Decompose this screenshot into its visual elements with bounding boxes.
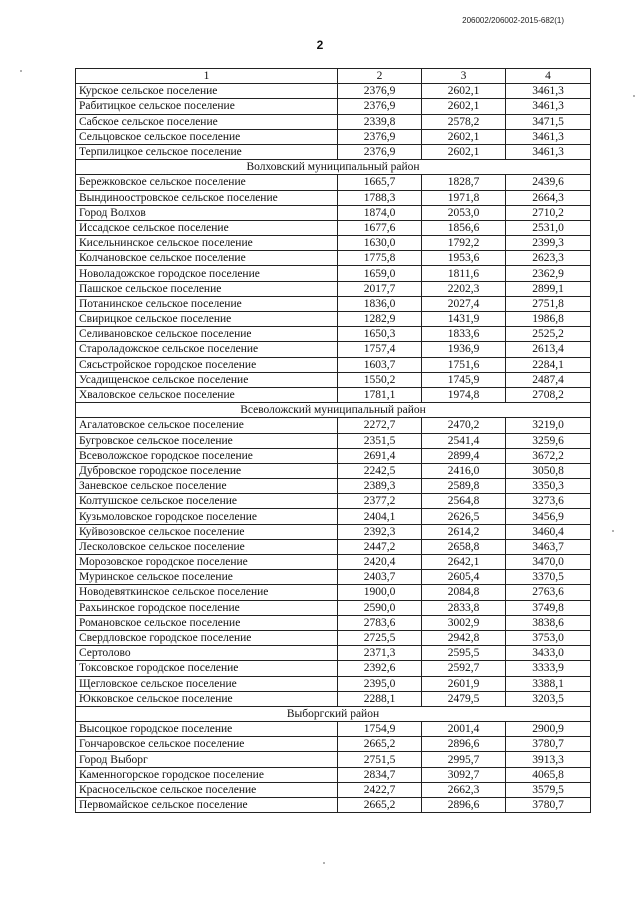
value-col2-cell: 2590,0 xyxy=(338,600,422,615)
value-col3-cell: 2470,2 xyxy=(422,418,506,433)
table-row xyxy=(76,433,591,448)
settlement-name-cell: Город Выборг xyxy=(76,752,338,767)
value-col2-cell: 2691,4 xyxy=(338,448,422,463)
value-col4-cell: 2531,0 xyxy=(506,220,591,235)
value-col2-cell: 2665,2 xyxy=(338,798,422,813)
value-col3-cell: 2602,1 xyxy=(422,99,506,114)
settlement-name-cell: Иссадское сельское поселение xyxy=(76,220,338,235)
settlement-name-cell: Свирицкое сельское поселение xyxy=(76,312,338,327)
table-row xyxy=(76,114,591,129)
value-col3-cell: 2001,4 xyxy=(422,722,506,737)
table-row xyxy=(76,752,591,767)
value-col4-cell: 3780,7 xyxy=(506,798,591,813)
document-reference: 206002/206002-2015-682(1) xyxy=(462,16,564,25)
data-table xyxy=(75,68,591,813)
settlement-name-cell: Юкковское сельское поселение xyxy=(76,691,338,706)
table-row xyxy=(76,448,591,463)
table-row xyxy=(76,479,591,494)
table-body xyxy=(76,69,591,813)
scan-speck xyxy=(612,530,614,532)
value-col2-cell: 2392,6 xyxy=(338,661,422,676)
value-col4-cell: 3370,5 xyxy=(506,570,591,585)
value-col4-cell: 3333,9 xyxy=(506,661,591,676)
table-row xyxy=(76,737,591,752)
value-col3-cell: 2202,3 xyxy=(422,281,506,296)
value-col3-cell: 2053,0 xyxy=(422,205,506,220)
value-col4-cell: 3753,0 xyxy=(506,630,591,645)
settlement-name-cell: Токсовское городское поселение xyxy=(76,661,338,676)
value-col4-cell: 3219,0 xyxy=(506,418,591,433)
settlement-name-cell: Первомайское сельское поселение xyxy=(76,798,338,813)
table-row xyxy=(76,418,591,433)
settlement-name-cell: Потанинское сельское поселение xyxy=(76,296,338,311)
table-row xyxy=(76,84,591,99)
value-col2-cell: 2242,5 xyxy=(338,463,422,478)
value-col3-cell: 1431,9 xyxy=(422,312,506,327)
settlement-name-cell: Город Волхов xyxy=(76,205,338,220)
value-col2-cell: 1650,3 xyxy=(338,327,422,342)
value-col2-cell: 1659,0 xyxy=(338,266,422,281)
value-col3-cell: 1811,6 xyxy=(422,266,506,281)
table-row xyxy=(76,312,591,327)
value-col3-cell: 2578,2 xyxy=(422,114,506,129)
value-col3-cell: 2658,8 xyxy=(422,539,506,554)
settlement-name-cell: Курское сельское поселение xyxy=(76,84,338,99)
table-row xyxy=(76,767,591,782)
table-row xyxy=(76,220,591,235)
value-col3-cell: 2602,1 xyxy=(422,129,506,144)
table-row xyxy=(76,99,591,114)
table-row xyxy=(76,782,591,797)
value-col4-cell: 3461,3 xyxy=(506,144,591,159)
settlement-name-cell: Терпилицкое сельское поселение xyxy=(76,144,338,159)
page-number: 2 xyxy=(316,38,324,52)
value-col4-cell: 3913,3 xyxy=(506,752,591,767)
value-col3-cell: 1751,6 xyxy=(422,357,506,372)
value-col3-cell: 1745,9 xyxy=(422,372,506,387)
value-col3-cell: 1792,2 xyxy=(422,236,506,251)
section-header-row xyxy=(76,160,591,175)
value-col4-cell: 3780,7 xyxy=(506,737,591,752)
settlement-name-cell: Вындиноостровское сельское поселение xyxy=(76,190,338,205)
value-col2-cell: 1754,9 xyxy=(338,722,422,737)
table-row xyxy=(76,463,591,478)
value-col2-cell: 2447,2 xyxy=(338,539,422,554)
settlement-name-cell: Муринское сельское поселение xyxy=(76,570,338,585)
value-col2-cell: 2017,7 xyxy=(338,281,422,296)
value-col2-cell: 2376,9 xyxy=(338,144,422,159)
value-col3-cell: 2896,6 xyxy=(422,737,506,752)
table-row xyxy=(76,524,591,539)
table-row xyxy=(76,205,591,220)
table-row xyxy=(76,798,591,813)
scan-speck xyxy=(633,95,635,97)
value-col2-cell: 2404,1 xyxy=(338,509,422,524)
section-header-row xyxy=(76,706,591,721)
table-row xyxy=(76,144,591,159)
value-col3-cell: 2833,8 xyxy=(422,600,506,615)
table-row xyxy=(76,372,591,387)
value-col3-cell: 1971,8 xyxy=(422,190,506,205)
settlement-name-cell: Новодевяткинское сельское поселение xyxy=(76,585,338,600)
value-col4-cell: 4065,8 xyxy=(506,767,591,782)
value-col4-cell: 2362,9 xyxy=(506,266,591,281)
table-row xyxy=(76,691,591,706)
settlement-name-cell: Всеволожское городское поселение xyxy=(76,448,338,463)
header-cell: 1 xyxy=(76,69,338,84)
value-col3-cell: 2605,4 xyxy=(422,570,506,585)
value-col2-cell: 1677,6 xyxy=(338,220,422,235)
value-col2-cell: 2376,9 xyxy=(338,84,422,99)
table-row xyxy=(76,281,591,296)
value-col4-cell: 3838,6 xyxy=(506,615,591,630)
value-col2-cell: 1665,7 xyxy=(338,175,422,190)
value-col2-cell: 2751,5 xyxy=(338,752,422,767)
settlement-name-cell: Бугровское сельское поселение xyxy=(76,433,338,448)
settlement-name-cell: Бережковское сельское поселение xyxy=(76,175,338,190)
table-row xyxy=(76,555,591,570)
value-col2-cell: 2371,3 xyxy=(338,646,422,661)
value-col4-cell: 3749,8 xyxy=(506,600,591,615)
settlement-name-cell: Морозовское городское поселение xyxy=(76,555,338,570)
value-col3-cell: 2626,5 xyxy=(422,509,506,524)
value-col3-cell: 2995,7 xyxy=(422,752,506,767)
section-title: Волховский муниципальный район xyxy=(76,160,591,175)
value-col2-cell: 1781,1 xyxy=(338,387,422,402)
settlement-name-cell: Дубровское городское поселение xyxy=(76,463,338,478)
value-col2-cell: 1757,4 xyxy=(338,342,422,357)
value-col4-cell: 3579,5 xyxy=(506,782,591,797)
settlement-name-cell: Щегловское сельское поселение xyxy=(76,676,338,691)
settlement-name-cell: Усадищенское сельское поселение xyxy=(76,372,338,387)
section-header-row xyxy=(76,403,591,418)
settlement-name-cell: Гончаровское сельское поселение xyxy=(76,737,338,752)
value-col2-cell: 1900,0 xyxy=(338,585,422,600)
value-col4-cell: 3259,6 xyxy=(506,433,591,448)
value-col2-cell: 1282,9 xyxy=(338,312,422,327)
settlement-name-cell: Сертолово xyxy=(76,646,338,661)
settlement-name-cell: Колтушское сельское поселение xyxy=(76,494,338,509)
settlement-name-cell: Каменногорское городское поселение xyxy=(76,767,338,782)
value-col3-cell: 2942,8 xyxy=(422,630,506,645)
settlement-name-cell: Кисельнинское сельское поселение xyxy=(76,236,338,251)
value-col3-cell: 2541,4 xyxy=(422,433,506,448)
table-row xyxy=(76,676,591,691)
value-col3-cell: 2595,5 xyxy=(422,646,506,661)
value-col4-cell: 2710,2 xyxy=(506,205,591,220)
value-col3-cell: 1828,7 xyxy=(422,175,506,190)
value-col2-cell: 2376,9 xyxy=(338,129,422,144)
settlement-name-cell: Хваловское сельское поселение xyxy=(76,387,338,402)
value-col3-cell: 2589,8 xyxy=(422,479,506,494)
value-col3-cell: 2084,8 xyxy=(422,585,506,600)
value-col2-cell: 2783,6 xyxy=(338,615,422,630)
table-row xyxy=(76,175,591,190)
value-col4-cell: 3672,2 xyxy=(506,448,591,463)
value-col2-cell: 2395,0 xyxy=(338,676,422,691)
table-header-row xyxy=(76,69,591,84)
value-col2-cell: 2288,1 xyxy=(338,691,422,706)
value-col4-cell: 3461,3 xyxy=(506,99,591,114)
value-col3-cell: 2662,3 xyxy=(422,782,506,797)
settlement-name-cell: Сясьстройское городское поселение xyxy=(76,357,338,372)
table-row xyxy=(76,387,591,402)
table-row xyxy=(76,236,591,251)
table-row xyxy=(76,661,591,676)
table-row xyxy=(76,494,591,509)
section-title: Всеволожский муниципальный район xyxy=(76,403,591,418)
header-cell: 2 xyxy=(338,69,422,84)
value-col4-cell: 3273,6 xyxy=(506,494,591,509)
value-col4-cell: 2439,6 xyxy=(506,175,591,190)
scan-speck xyxy=(323,862,325,864)
value-col3-cell: 3002,9 xyxy=(422,615,506,630)
table-row xyxy=(76,342,591,357)
value-col4-cell: 3463,7 xyxy=(506,539,591,554)
value-col3-cell: 2479,5 xyxy=(422,691,506,706)
value-col2-cell: 1630,0 xyxy=(338,236,422,251)
table-row xyxy=(76,296,591,311)
value-col4-cell: 3350,3 xyxy=(506,479,591,494)
value-col3-cell: 1953,6 xyxy=(422,251,506,266)
value-col4-cell: 3470,0 xyxy=(506,555,591,570)
value-col4-cell: 3203,5 xyxy=(506,691,591,706)
value-col4-cell: 3461,3 xyxy=(506,84,591,99)
value-col2-cell: 2725,5 xyxy=(338,630,422,645)
scan-speck xyxy=(20,70,22,72)
value-col2-cell: 2834,7 xyxy=(338,767,422,782)
settlement-name-cell: Красносельское сельское поселение xyxy=(76,782,338,797)
value-col3-cell: 2602,1 xyxy=(422,144,506,159)
value-col3-cell: 1856,6 xyxy=(422,220,506,235)
value-col2-cell: 1603,7 xyxy=(338,357,422,372)
settlement-name-cell: Новоладожское городское поселение xyxy=(76,266,338,281)
value-col2-cell: 1775,8 xyxy=(338,251,422,266)
value-col4-cell: 3460,4 xyxy=(506,524,591,539)
settlement-name-cell: Романовское сельское поселение xyxy=(76,615,338,630)
table-row xyxy=(76,646,591,661)
value-col2-cell: 1874,0 xyxy=(338,205,422,220)
table-row xyxy=(76,539,591,554)
value-col4-cell: 2899,1 xyxy=(506,281,591,296)
value-col3-cell: 1974,8 xyxy=(422,387,506,402)
value-col4-cell: 3050,8 xyxy=(506,463,591,478)
value-col4-cell: 2487,4 xyxy=(506,372,591,387)
value-col2-cell: 2377,2 xyxy=(338,494,422,509)
value-col3-cell: 1936,9 xyxy=(422,342,506,357)
value-col4-cell: 2900,9 xyxy=(506,722,591,737)
value-col4-cell: 2623,3 xyxy=(506,251,591,266)
value-col3-cell: 2602,1 xyxy=(422,84,506,99)
value-col2-cell: 2272,7 xyxy=(338,418,422,433)
value-col2-cell: 2403,7 xyxy=(338,570,422,585)
value-col3-cell: 2564,8 xyxy=(422,494,506,509)
settlement-name-cell: Рабитицкое сельское поселение xyxy=(76,99,338,114)
value-col4-cell: 2525,2 xyxy=(506,327,591,342)
value-col2-cell: 2392,3 xyxy=(338,524,422,539)
value-col4-cell: 2751,8 xyxy=(506,296,591,311)
table-row xyxy=(76,509,591,524)
table-row xyxy=(76,630,591,645)
value-col3-cell: 2601,9 xyxy=(422,676,506,691)
table-row xyxy=(76,600,591,615)
section-title: Выборгский район xyxy=(76,706,591,721)
settlement-name-cell: Агалатовское сельское поселение xyxy=(76,418,338,433)
value-col3-cell: 2027,4 xyxy=(422,296,506,311)
header-cell: 4 xyxy=(506,69,591,84)
value-col2-cell: 2351,5 xyxy=(338,433,422,448)
value-col4-cell: 2613,4 xyxy=(506,342,591,357)
table-row xyxy=(76,327,591,342)
value-col2-cell: 2389,3 xyxy=(338,479,422,494)
value-col4-cell: 2763,6 xyxy=(506,585,591,600)
value-col4-cell: 1986,8 xyxy=(506,312,591,327)
value-col4-cell: 3433,0 xyxy=(506,646,591,661)
header-cell: 3 xyxy=(422,69,506,84)
table-row xyxy=(76,357,591,372)
table-row xyxy=(76,190,591,205)
table-row xyxy=(76,266,591,281)
settlement-name-cell: Пашское сельское поселение xyxy=(76,281,338,296)
table-row xyxy=(76,615,591,630)
value-col4-cell: 2284,1 xyxy=(506,357,591,372)
settlement-name-cell: Селивановское сельское поселение xyxy=(76,327,338,342)
value-col3-cell: 3092,7 xyxy=(422,767,506,782)
value-col2-cell: 2339,8 xyxy=(338,114,422,129)
value-col4-cell: 3388,1 xyxy=(506,676,591,691)
settlement-name-cell: Куйвозовское сельское поселение xyxy=(76,524,338,539)
value-col2-cell: 2665,2 xyxy=(338,737,422,752)
value-col2-cell: 2422,7 xyxy=(338,782,422,797)
table-row xyxy=(76,585,591,600)
value-col4-cell: 2708,2 xyxy=(506,387,591,402)
settlement-name-cell: Заневское сельское поселение xyxy=(76,479,338,494)
value-col3-cell: 2899,4 xyxy=(422,448,506,463)
settlement-name-cell: Рахьинское городское поселение xyxy=(76,600,338,615)
table-row xyxy=(76,722,591,737)
value-col3-cell: 2416,0 xyxy=(422,463,506,478)
value-col2-cell: 1836,0 xyxy=(338,296,422,311)
value-col2-cell: 1550,2 xyxy=(338,372,422,387)
value-col3-cell: 2896,6 xyxy=(422,798,506,813)
value-col2-cell: 1788,3 xyxy=(338,190,422,205)
value-col4-cell: 2664,3 xyxy=(506,190,591,205)
value-col3-cell: 1833,6 xyxy=(422,327,506,342)
value-col4-cell: 3461,3 xyxy=(506,129,591,144)
table-row xyxy=(76,570,591,585)
value-col3-cell: 2614,2 xyxy=(422,524,506,539)
settlement-name-cell: Сабское сельское поселение xyxy=(76,114,338,129)
settlement-name-cell: Высоцкое городское поселение xyxy=(76,722,338,737)
value-col4-cell: 3456,9 xyxy=(506,509,591,524)
settlement-name-cell: Сельцовское сельское поселение xyxy=(76,129,338,144)
table-row xyxy=(76,251,591,266)
settlement-name-cell: Староладожское сельское поселение xyxy=(76,342,338,357)
value-col3-cell: 2592,7 xyxy=(422,661,506,676)
value-col2-cell: 2376,9 xyxy=(338,99,422,114)
value-col4-cell: 2399,3 xyxy=(506,236,591,251)
settlement-name-cell: Свердловское городское поселение xyxy=(76,630,338,645)
settlement-name-cell: Кузьмоловское городское поселение xyxy=(76,509,338,524)
value-col2-cell: 2420,4 xyxy=(338,555,422,570)
value-col4-cell: 3471,5 xyxy=(506,114,591,129)
table-row xyxy=(76,129,591,144)
value-col3-cell: 2642,1 xyxy=(422,555,506,570)
settlement-name-cell: Лесколовское сельское поселение xyxy=(76,539,338,554)
settlement-name-cell: Колчановское сельское поселение xyxy=(76,251,338,266)
